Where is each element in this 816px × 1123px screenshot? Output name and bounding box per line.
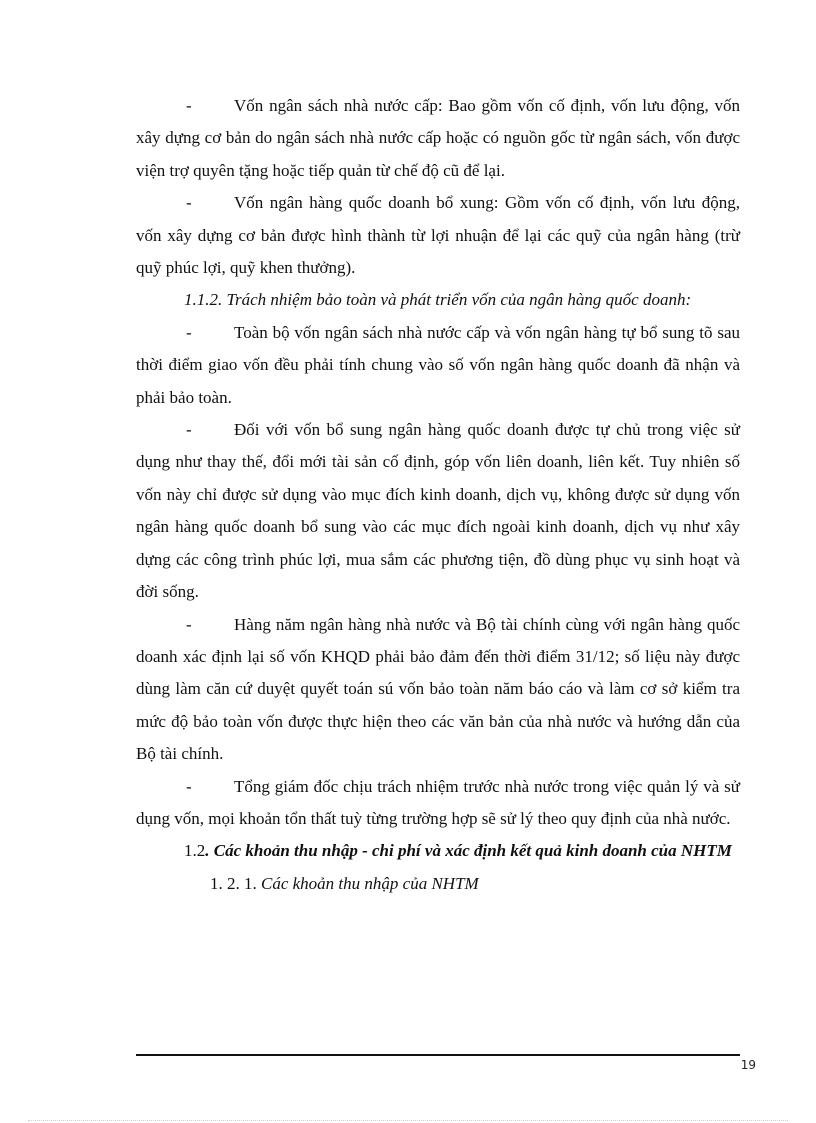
paragraph-text: Vốn ngân sách nhà nước cấp: Bao gồm vốn cố định, vốn lưu động, vốn xây dựng cơ bản do ngân sách nhà nước cấp hoặc có nguồn gốc từ ngân sách, vốn được viện trợ quyên tặng hoặc tiếp quản từ chế độ cũ để lại. bbox=[136, 96, 740, 180]
bullet-paragraph bbox=[136, 187, 740, 284]
subsection-title: Các khoản thu nhập của NHTM bbox=[261, 873, 479, 893]
paragraph-text: Hàng năm ngân hàng nhà nước và Bộ tài chính cùng với ngân hàng quốc doanh xác định lại số vốn KHQD phải bảo đảm đến thời điểm 31/12; số liệu này được dùng làm căn cứ duyệt quyết toán sú vốn bảo toàn năm báo cáo và làm cơ sở kiểm tra mức độ bảo toàn vốn được thực hiện theo các văn bản của nhà nước và hướng dẫn của Bộ tài chính. bbox=[136, 614, 740, 764]
page-bottom-dotted-line bbox=[28, 1120, 788, 1121]
subsection-heading-1-2-1 bbox=[136, 868, 740, 900]
page-body bbox=[136, 90, 740, 900]
bullet-paragraph bbox=[136, 414, 740, 608]
bullet-paragraph bbox=[136, 609, 740, 771]
subsection-number: 1. 2. 1. bbox=[210, 873, 261, 893]
bullet-dash: - bbox=[186, 96, 192, 115]
bullet-paragraph bbox=[136, 317, 740, 414]
bullet-dash: - bbox=[186, 322, 192, 342]
bullet-paragraph bbox=[136, 90, 740, 187]
paragraph-text: Toàn bộ vốn ngân sách nhà nước cấp và vốn ngân hàng tự bổ sung tõ sau thời điểm giao vốn đều phải tính chung vào số vốn ngân hàng quốc doanh đã nhận và phải bảo toàn. bbox=[136, 322, 740, 407]
bullet-dash: - bbox=[186, 193, 192, 213]
section-heading-1-2 bbox=[136, 835, 740, 867]
paragraph-text: Đối với vốn bổ sung ngân hàng quốc doanh được tự chủ trong việc sử dụng như thay thế, đổi mới tài sản cố định, góp vốn liên doanh, liên kết. Tuy nhiên số vốn này chỉ được sử dụng vào mục đích kinh doanh, dịch vụ, không được sử dụng vốn ngân hàng quốc doanh bổ sung vào các mục đích ngoài kinh doanh, dịch vụ như xây dựng các công trình phúc lợi, mua sắm các phương tiện, đồ dùng phục vụ sinh hoạt và đời sống. bbox=[136, 420, 740, 602]
paragraph-text: Vốn ngân hàng quốc doanh bổ xung: Gồm vốn cố định, vốn lưu động, vốn xây dựng cơ bản được hình thành từ lợi nhuận để lại các quỹ của ngân hàng (trừ quỹ phúc lợi, quỹ khen thưởng). bbox=[136, 193, 740, 278]
section-title: . Các khoản thu nhập - chi phí và xác định kết quả kinh doanh của NHTM bbox=[205, 841, 732, 861]
bullet-dash: - bbox=[186, 614, 192, 634]
section-number: 1.2 bbox=[184, 841, 206, 861]
page-number: 19 bbox=[740, 1058, 756, 1072]
paragraph-text: Tổng giám đốc chịu trách nhiệm trước nhà nước trong việc quản lý và sử dụng vốn, mọi khoản tổn thất tuỳ từng trường hợp sẽ sử lý theo quy định của nhà nước. bbox=[136, 776, 740, 828]
subsection-heading-1-1-2: 1.1.2. Trách nhiệm bảo toàn và phát triển vốn của ngân hàng quốc doanh: bbox=[184, 290, 692, 310]
bullet-dash: - bbox=[186, 420, 192, 440]
bullet-dash: - bbox=[186, 776, 192, 796]
bullet-paragraph bbox=[136, 771, 740, 836]
footer-rule bbox=[136, 1054, 740, 1056]
